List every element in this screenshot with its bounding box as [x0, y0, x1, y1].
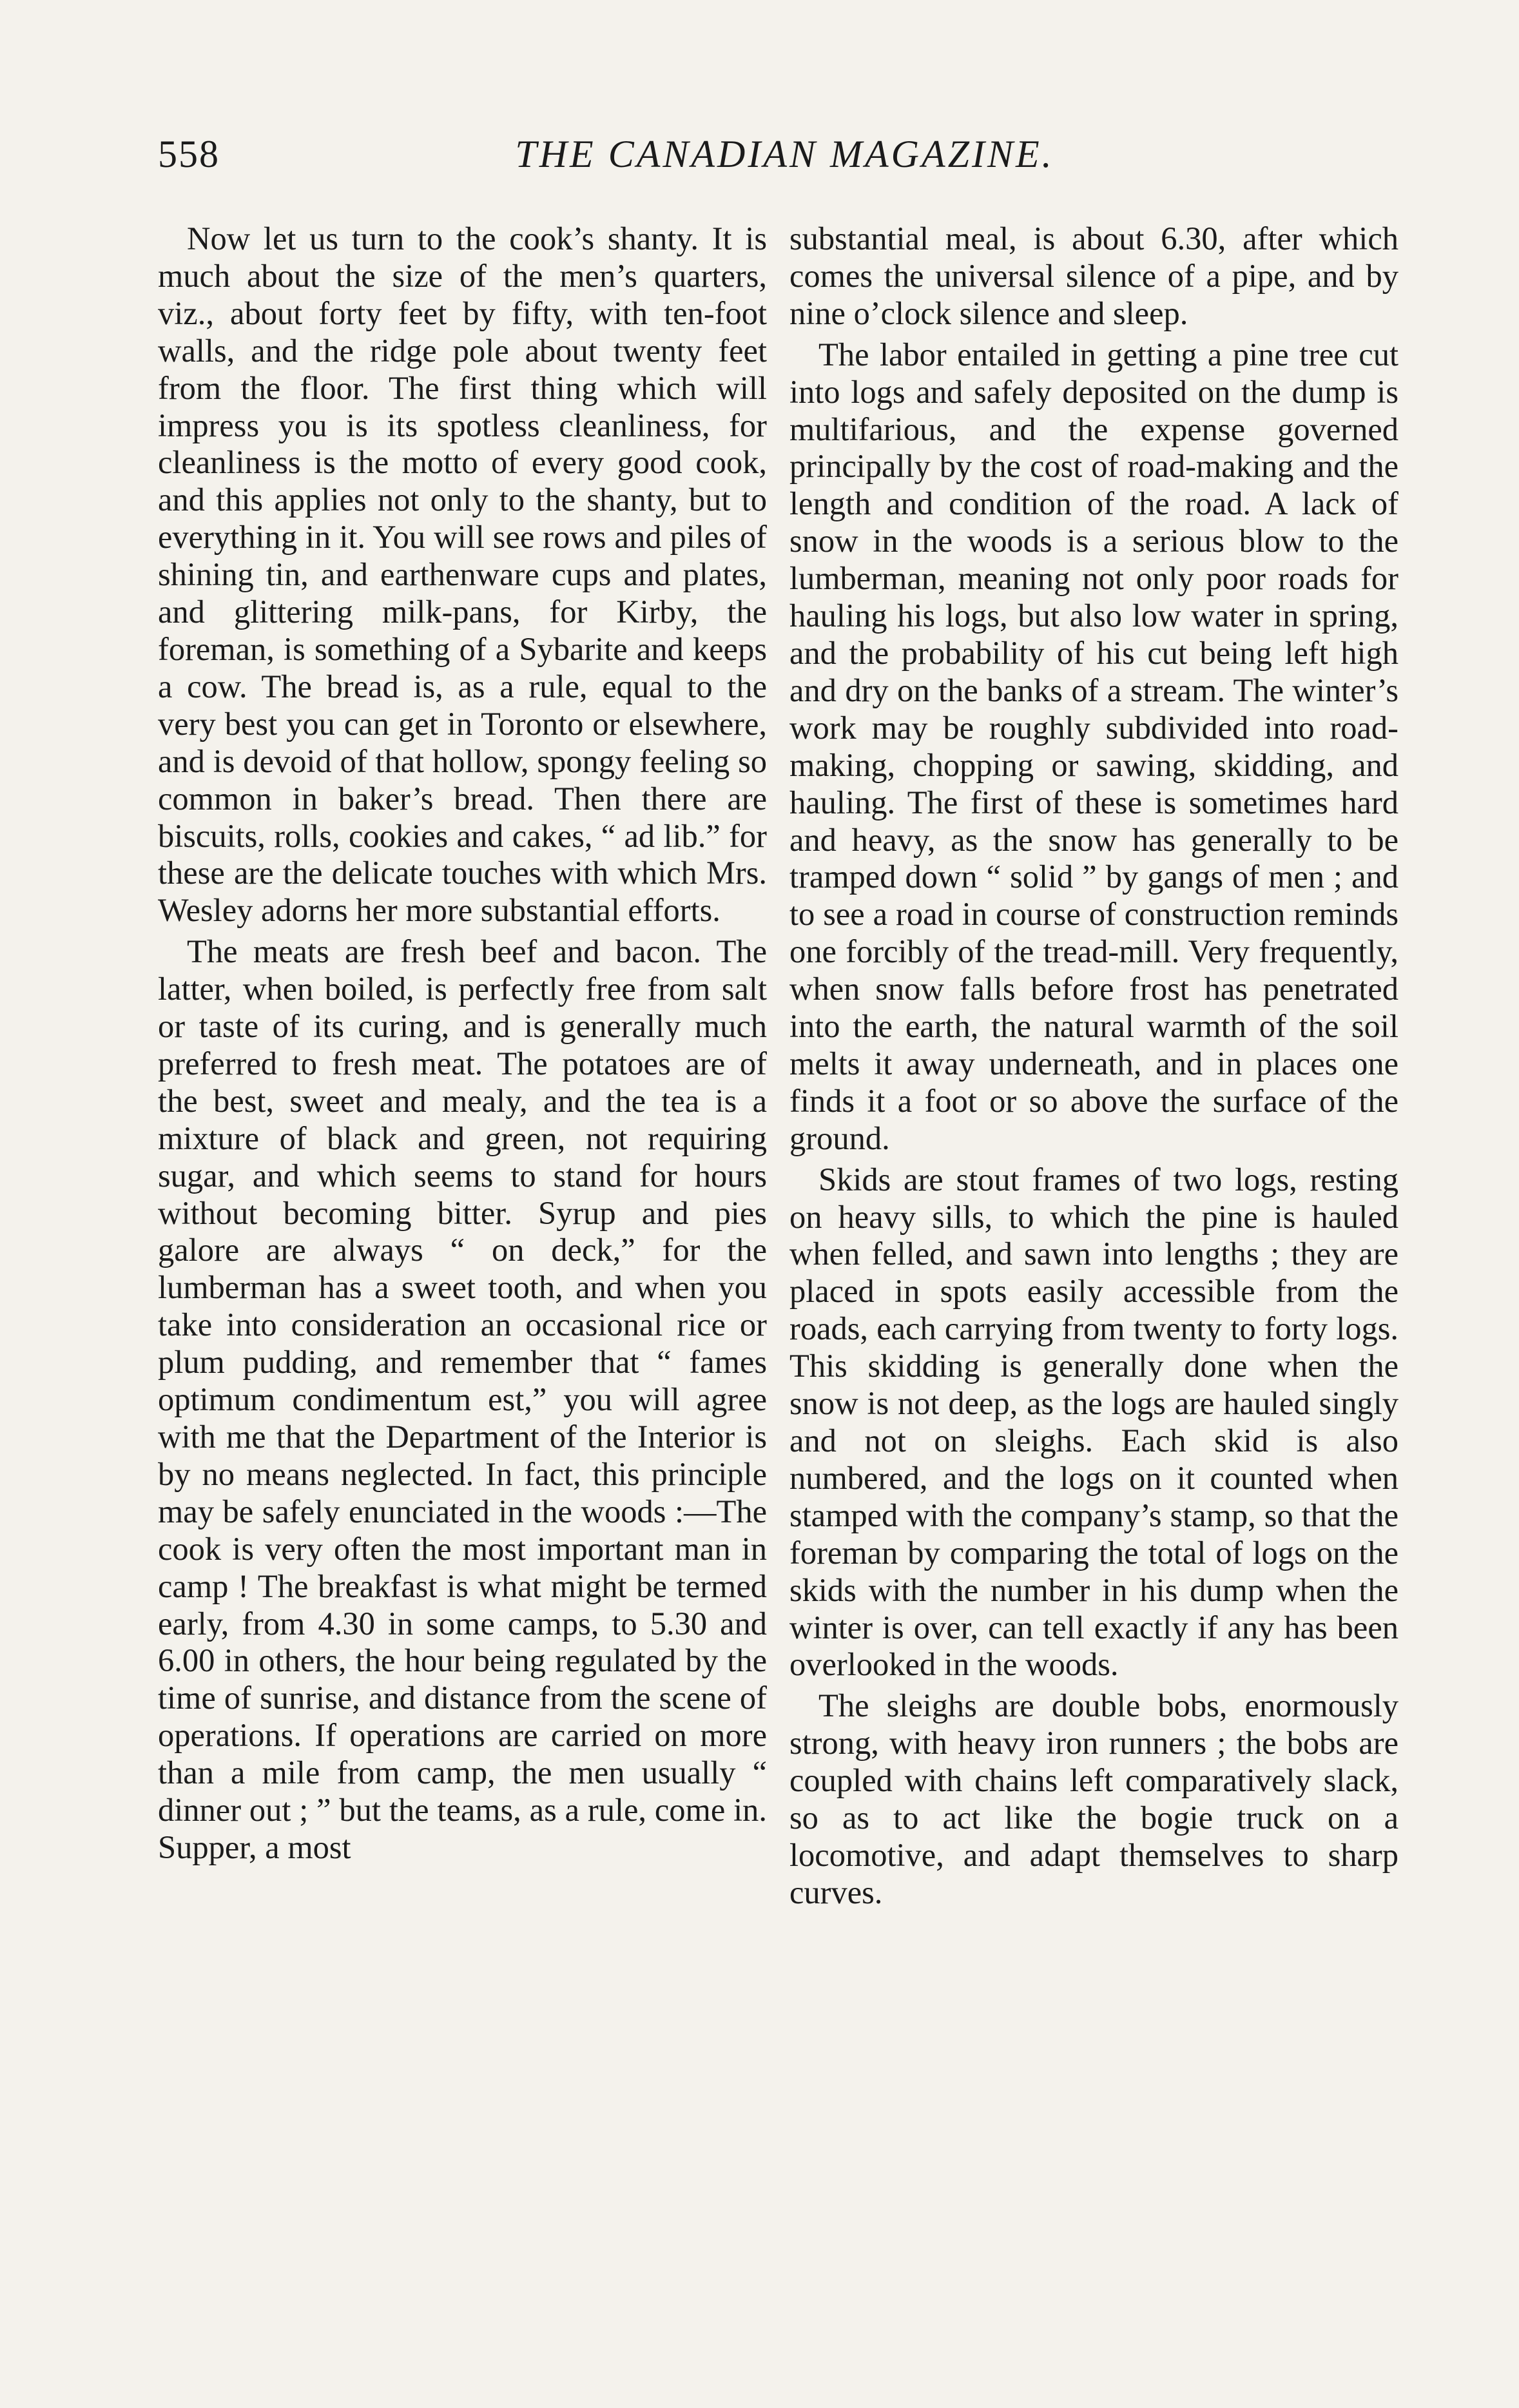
left-column	[158, 220, 767, 1867]
paragraph: substantial meal, is about 6.30, after which comes the universal silence of a pipe, and by nine o’clock silence and sleep.	[789, 220, 1398, 331]
paragraph: The meats are fresh beef and bacon. The latter, when boiled, is perfectly free from salt or taste of its curing, and is generally much preferred to fresh meat. The potatoes are of the best, sweet and mealy, and the tea is a mixture of black and green, not requiring sugar, and which seems to stand for hours without becoming bitter. Syrup and pies galore are always “ on deck,” for the lumberman has a sweet tooth, and when you take into consideration an occasional rice or plum pudding, and remember that “ fames optimum condimentum est,” you will agree with me that the Department of the Interior is by no means neglected. In fact, this principle may be safely enunciated in the woods :—The cook is very often the most important man in camp ! The breakfast is what might be termed early, from 4.30 in some camps, to 5.30 and 6.00 in others, the hour being regulated by the time of sunrise, and distance from the scene of operations. If operations are carried on more than a mile from camp, the men usually “ dinner out ; ” but the teams, as a rule, come in. Supper, a most	[158, 933, 767, 1865]
right-column	[789, 220, 1398, 1912]
page-number: 558	[158, 133, 220, 175]
paragraph: The sleighs are double bobs, enormously strong, with heavy iron runners ; the bobs are coupled with chains left comparatively slack, so as to act like the bogie truck on a locomotive, and adapt themselves to sharp curves.	[789, 1687, 1398, 1910]
page-header	[158, 132, 1411, 190]
paragraph: Skids are stout frames of two logs, resting on heavy sills, to which the pine is hauled when felled, and sawn into lengths ; they are placed in spots easily accessible from the roads, each carrying from twenty to forty logs. This skidding is generally done when the snow is not deep, as the logs are hauled singly and not on sleighs. Each skid is also numbered, and the logs on it counted when stamped with the company’s stamp, so that the foreman by comparing the total of logs on the skids with the number in his dump when the winter is over, can tell exactly if any has been overlooked in the woods.	[789, 1161, 1398, 1683]
paragraph: The labor entailed in getting a pine tree cut into logs and safely deposited on the dump is multifarious, and the expense governed principally by the cost of road-making and the length and condition of the road. A lack of snow in the woods is a serious blow to the lumberman, meaning not only poor roads for hauling his logs, but also low water in spring, and the probability of his cut being left high and dry on the banks of a stream. The winter’s work may be roughly subdivided into road-making, chopping or sawing, skidding, and hauling. The first of these is sometimes hard and heavy, as the snow has generally to be tramped down “ solid ” by gangs of men ; and to see a road in course of construction reminds one forcibly of the tread-mill. Very frequently, when snow falls before frost has penetrated into the earth, the natural warmth of the soil melts it away underneath, and in places one finds it a foot or so above the surface of the ground.	[789, 336, 1398, 1156]
running-title: THE CANADIAN MAGAZINE.	[515, 133, 1054, 175]
paragraph: Now let us turn to the cook’s shanty. It is much about the size of the men’s quarters, viz., about forty feet by fifty, with ten-foot walls, and the ridge pole about twenty feet from the floor. The first thing which will impress you is its spotless cleanliness, for cleanliness is the motto of every good cook, and this applies not only to the shanty, but to everything in it. You will see rows and piles of shining tin, and earthenware cups and plates, and glittering milk-pans, for Kirby, the foreman, is something of a Sybarite and keeps a cow. The bread is, as a rule, equal to the very best you can get in Toronto or elsewhere, and is devoid of that hollow, spongy feeling so common in baker’s bread. Then there are biscuits, rolls, cookies and cakes, “ ad lib.” for these are the delicate touches with which Mrs. Wesley adorns her more substantial efforts.	[158, 220, 767, 929]
